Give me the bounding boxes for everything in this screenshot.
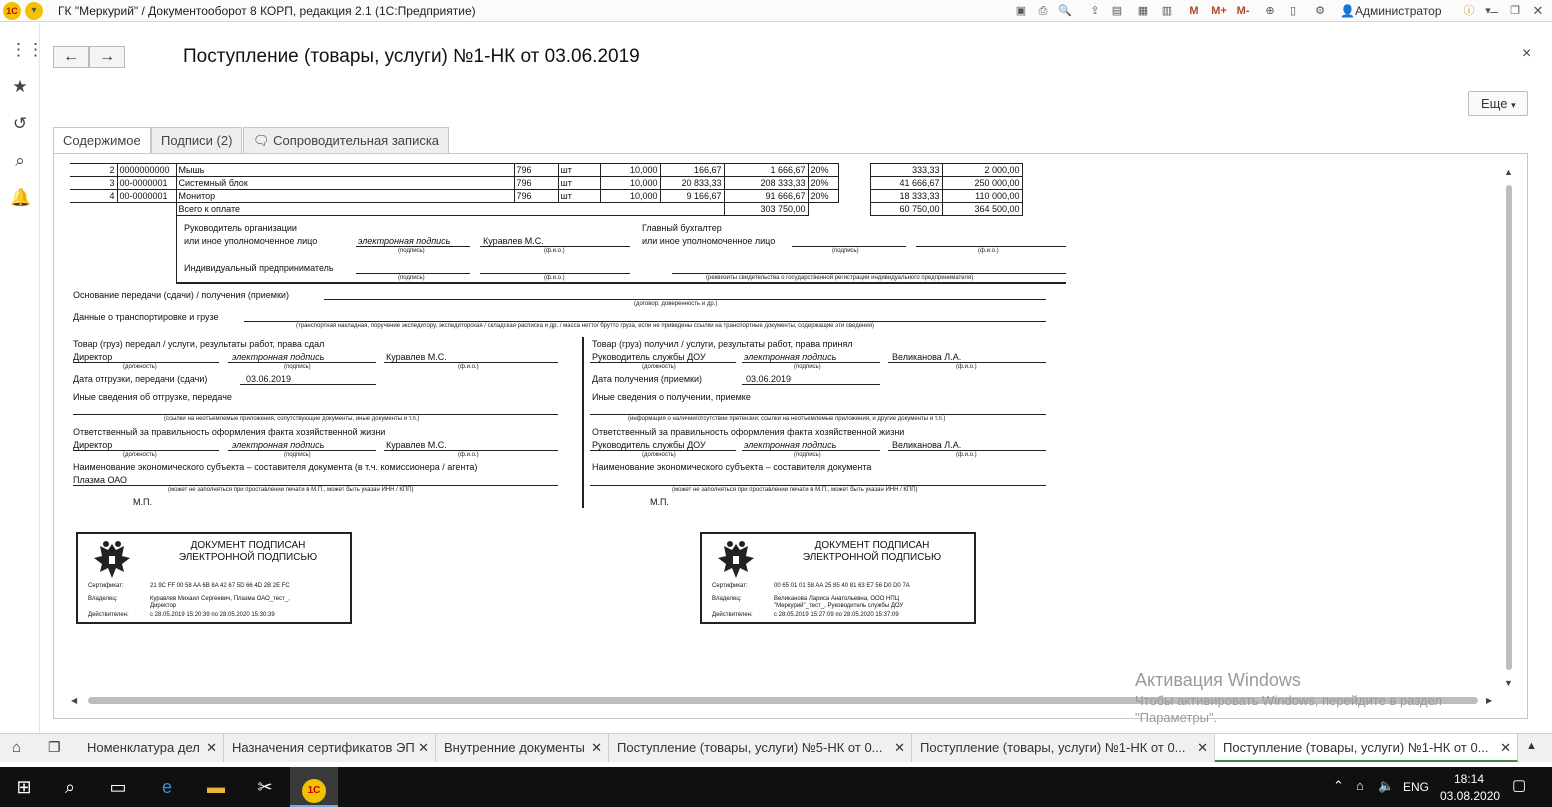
stamp-cert: 21 9C FF 00 58 AA 6B 8A 42 67 5D 66 4D 2B 2E FC (150, 583, 290, 589)
activation-text: "Параметры". (1135, 710, 1218, 725)
back-button[interactable] (53, 46, 89, 68)
scroll-up-arrow[interactable]: ▲ (1504, 167, 1513, 177)
cell: 20% (808, 177, 838, 190)
cell: 333,33 (870, 164, 942, 177)
user-name: Администратор (1354, 4, 1442, 18)
buyer-entity-label: Наименование экономического субъекта – составителя документа (592, 462, 872, 472)
open-windows-bar (0, 733, 1552, 762)
file-explorer-icon[interactable]: ▬ (207, 777, 225, 797)
cell: 2 000,00 (942, 164, 1022, 177)
column-divider (582, 337, 584, 508)
window-tab-label: Поступление (товары, услуги) №1-НК от 0... (1223, 740, 1489, 755)
divider (176, 282, 1066, 284)
cell: 10,000 (600, 164, 660, 177)
window-tab-label: Поступление (товары, услуги) №5-НК от 0... (617, 740, 883, 755)
vertical-scrollbar[interactable] (1506, 185, 1512, 670)
line (244, 321, 1046, 322)
caption: (должность) (123, 364, 157, 370)
caption: (подпись) (398, 275, 425, 281)
seal-place: М.П. (133, 497, 152, 507)
scroll-left-arrow[interactable]: ◀ (71, 696, 78, 705)
cell: 110 000,00 (942, 190, 1022, 203)
seller-resp-label: Ответственный за правильность оформления факта хозяйственной жизни (73, 427, 386, 437)
search-icon[interactable]: ⌕ (64, 777, 76, 797)
window-tab-label: Номенклатура дел (87, 740, 200, 755)
stamp-owner-label: Владелец: (88, 596, 118, 602)
line (916, 246, 1066, 247)
table-row (70, 190, 1022, 203)
seller-header: Товар (груз) передал / услуги, результаты работ, права сдал (73, 339, 325, 349)
arrow-right-icon: → (99, 48, 115, 65)
tab-content[interactable]: Содержимое (53, 127, 151, 155)
window-tab[interactable] (436, 734, 609, 762)
stamp-owner: Великанова Лариса Анатольевна, ООО НПЦ (774, 596, 900, 602)
cell: 20% (808, 190, 838, 203)
caption: (информация о наличии/отсутствии претензии; ссылки на неотъемлемые приложения, и другие документы и т.п.) (628, 416, 946, 422)
seller-signature: электронная подпись (232, 352, 325, 362)
line (480, 246, 630, 247)
1c-taskbar-icon[interactable] (290, 767, 338, 807)
line (888, 450, 1046, 451)
buyer-resp-signature: электронная подпись (744, 440, 837, 450)
cell: 20% (808, 164, 838, 177)
cell: 0000000000 (117, 164, 176, 177)
buyer-resp-label: Ответственный за правильность оформления факта хозяйственной жизни (592, 427, 905, 437)
cell: шт (558, 190, 600, 203)
cell: 796 (514, 190, 558, 203)
stamp-title (148, 540, 348, 564)
tab-cover-note[interactable] (243, 127, 449, 154)
line (73, 414, 558, 415)
seal-place: М.П. (650, 497, 669, 507)
caption: (ф.и.о.) (978, 248, 999, 254)
stamp-owner-2: "Меркурий"_тест_, Руководитель службы ДОУ (774, 603, 904, 609)
notifications-bell-icon[interactable]: 🔔 (10, 188, 32, 207)
clock-date[interactable]: 03.08.2020 (1440, 789, 1501, 803)
cell: 208 333,33 (724, 177, 808, 190)
head-name: Куравлев М.С. (483, 236, 544, 246)
windows-list-icon[interactable]: ❐ (48, 739, 61, 755)
cell (808, 203, 838, 216)
ship-date-label: Дата отгрузки, передачи (сдачи) (73, 374, 208, 384)
window-tab-active[interactable] (1215, 734, 1518, 762)
close-icon[interactable]: ✕ (1197, 740, 1208, 755)
cell (838, 164, 870, 177)
caption: (подпись) (398, 248, 425, 254)
1c-logo-icon[interactable]: 1С (3, 2, 21, 20)
caption: (должность) (642, 364, 676, 370)
cell: 10,000 (600, 177, 660, 190)
window-tab-label: Внутренние документы (444, 740, 585, 755)
user-icon: 👤 (1340, 4, 1355, 18)
cell: 4 (70, 190, 117, 203)
stamp-title-line: ЭЛЕКТРОННОЙ ПОДПИСЬЮ (178, 552, 318, 563)
task-view-icon[interactable]: ▭ (109, 777, 127, 797)
total-all: 364 500,00 (942, 203, 1022, 216)
buyer-resp-name: Великанова Л.А. (892, 440, 962, 450)
caption: (ф.и.о.) (956, 364, 977, 370)
close-icon[interactable]: ✕ (1500, 740, 1511, 755)
stamp-title (772, 540, 972, 564)
table-row (70, 177, 1022, 190)
window-tab-label: Поступление (товары, услуги) №1-НК от 0... (920, 740, 1186, 755)
line (240, 384, 376, 385)
caption: (ф.и.о.) (458, 364, 479, 370)
restore-button[interactable]: ❐ (1510, 5, 1520, 17)
caption: (ф.и.о.) (544, 275, 565, 281)
close-icon[interactable]: ✕ (894, 740, 905, 755)
seller-entity: Плазма ОАО (73, 475, 128, 485)
cell: 00-0000001 (117, 177, 176, 190)
tab-cover-note-label: Сопроводительная записка (273, 133, 440, 148)
scroll-down-arrow[interactable]: ▼ (1504, 678, 1513, 688)
network-icon[interactable]: ⌂ (1356, 778, 1364, 793)
memory-minus-button[interactable]: M- (1236, 5, 1250, 17)
line (73, 362, 219, 363)
line (590, 450, 736, 451)
home-icon[interactable]: ⌂ (12, 739, 22, 756)
caption: (должность) (642, 452, 676, 458)
signature-stamp (700, 532, 976, 624)
line (742, 384, 880, 385)
settings-icon[interactable]: ⚙ (1315, 5, 1325, 17)
app-icon[interactable]: ✂ (257, 777, 273, 797)
total-vat: 60 750,00 (870, 203, 942, 216)
stamp-owner: Куравлев Михаил Сергеевич, Плазма ОАО_тест_, (150, 596, 290, 602)
buyer-position: Руководитель службы ДОУ (592, 352, 706, 362)
stamp-valid: с 28.05.2019 15:20:39 по 28.05.2020 15:30:39 (150, 612, 275, 618)
more-button[interactable] (1468, 91, 1528, 116)
close-window-button[interactable]: ✕ (1532, 3, 1544, 18)
head-signature: электронная подпись (358, 236, 451, 246)
left-panel (0, 23, 44, 733)
basis-label: Основание передачи (сдачи) / получения (приемки) (73, 290, 289, 300)
cell: 18 333,33 (870, 190, 942, 203)
caption: (ф.и.о.) (956, 452, 977, 458)
buyer-name: Великанова Л.А. (892, 352, 962, 362)
coat-of-arms-icon (92, 538, 132, 582)
signature-stamp (76, 532, 352, 624)
panels-icon[interactable]: ▯ (1289, 5, 1297, 17)
ship-date: 03.06.2019 (246, 374, 292, 384)
line (590, 485, 1046, 486)
line (356, 246, 470, 247)
window-tab[interactable] (609, 734, 912, 762)
close-icon[interactable]: ✕ (591, 740, 602, 755)
cell: Системный блок (176, 177, 514, 190)
line (228, 450, 376, 451)
volume-icon[interactable]: 🔈 (1378, 778, 1395, 793)
receive-other-label: Иные сведения о получении, приемке (592, 392, 751, 402)
caption: (реквизиты свидетельства о государственной регистрации индивидуального предпринимателя) (706, 275, 974, 281)
clipboard-icon[interactable]: ▤ (1111, 5, 1123, 17)
cell: 9 166,67 (660, 190, 724, 203)
transport-label: Данные о транспортировке и грузе (73, 312, 219, 322)
accountant-label: Главный бухгалтер (642, 223, 722, 233)
caption: (может не заполняться при проставлении печати в М.П., может быть указан ИНН / КПП) (168, 487, 414, 493)
table-icon[interactable]: ▦ (1137, 5, 1149, 17)
close-icon[interactable]: ✕ (206, 740, 217, 755)
activation-title: Активация Windows (1135, 670, 1301, 690)
line (888, 362, 1046, 363)
line (590, 362, 736, 363)
caption: (должность) (123, 452, 157, 458)
chevron-down-icon: ▾ (1511, 100, 1516, 110)
total-label: Всего к оплате (176, 203, 724, 216)
cell: 41 666,67 (870, 177, 942, 190)
caption: (ф.и.о.) (544, 248, 565, 254)
seller-entity-label: Наименование экономического субъекта – составителя документа (в т.ч. комиссионера / агента) (73, 462, 478, 472)
table-row-total (70, 203, 1022, 216)
line (590, 414, 1046, 415)
cell: 796 (514, 164, 558, 177)
caption: (договор; доверенность и др.) (634, 301, 718, 307)
line (742, 362, 880, 363)
head-label: Руководитель организации (184, 223, 297, 233)
notifications-icon[interactable]: ▢ (1512, 777, 1527, 794)
cell: 250 000,00 (942, 177, 1022, 190)
title-bar (0, 0, 1552, 22)
seller-resp-name: Куравлев М.С. (386, 440, 447, 450)
ip-label: Индивидуальный предприниматель (184, 263, 334, 273)
caption: (подпись) (284, 452, 311, 458)
tab-signatures[interactable]: Подписи (2) (151, 127, 242, 154)
ship-other-label: Иные сведения об отгрузке, передаче (73, 392, 232, 402)
seller-name: Куравлев М.С. (386, 352, 447, 362)
line (742, 450, 880, 451)
cell: 10,000 (600, 190, 660, 203)
cell (838, 177, 870, 190)
scroll-tabs-up-icon[interactable]: ▲ (1526, 740, 1537, 752)
cell: 20 833,33 (660, 177, 724, 190)
windows-start-icon[interactable]: ⊞ (16, 777, 32, 797)
head-label-2: или иное уполномоченное лицо (184, 236, 318, 246)
info-icon[interactable]: ⓘ (1463, 5, 1475, 17)
seller-resp-signature: электронная подпись (232, 440, 325, 450)
activation-watermark (1135, 670, 1442, 725)
caption: (транспортная накладная, поручение экспедитору, экспедиторская / складская расписка и др. / масса нетто/ брутто груза, если не приведены ссылки на транспортные документы, содержащие эти сведения) (296, 323, 874, 329)
memory-plus-button[interactable]: M+ (1211, 5, 1227, 17)
window-tab[interactable] (224, 734, 436, 762)
items-table (70, 163, 1023, 216)
arrow-left-icon: ← (63, 48, 79, 65)
seller-position: Директор (73, 352, 113, 362)
receive-date: 03.06.2019 (746, 374, 792, 384)
divider (176, 216, 177, 282)
close-form-button[interactable]: × (1522, 45, 1532, 62)
stamp-title-line: ЭЛЕКТРОННОЙ ПОДПИСЬЮ (802, 552, 942, 563)
send-icon[interactable]: ⇪ (1090, 5, 1100, 17)
clock-time[interactable]: 18:14 (1454, 772, 1485, 786)
receive-date-label: Дата получения (приемки) (592, 374, 702, 384)
total-sum: 303 750,00 (724, 203, 808, 216)
minimize-button[interactable]: – (1490, 3, 1498, 19)
cell: шт (558, 164, 600, 177)
stamp-valid-label: Действителен: (712, 612, 753, 618)
cell: 3 (70, 177, 117, 190)
line (384, 362, 558, 363)
more-button-label: Еще (1481, 96, 1508, 111)
memory-button[interactable]: M (1189, 5, 1199, 17)
favorites-star-icon[interactable]: ★ (12, 77, 28, 96)
comment-icon: 🗨 (253, 133, 270, 148)
stamp-cert: 00 65 01 01 58 AA 25 85 40 81 63 E7 56 D0 D0 7A (774, 583, 910, 589)
print-icon[interactable]: ⎙ (1038, 5, 1048, 17)
line (792, 246, 906, 247)
invoice-document (60, 160, 1500, 690)
caption: (ссылки на неотъемлемые приложения, сопутствующие документы, иные документы и т.п.) (164, 416, 420, 422)
caption: (подпись) (794, 452, 821, 458)
coat-of-arms-icon (716, 538, 756, 582)
cell (838, 190, 870, 203)
stamp-owner-label: Владелец: (712, 596, 742, 602)
table-row (70, 164, 1022, 177)
buyer-signature: электронная подпись (744, 352, 837, 362)
cell: 00-0000001 (117, 190, 176, 203)
language-indicator[interactable]: ENG (1403, 780, 1430, 794)
line (480, 273, 630, 274)
cell (70, 203, 117, 216)
line (356, 273, 470, 274)
user-menu[interactable] (1340, 4, 1442, 18)
close-icon[interactable]: ✕ (418, 740, 429, 755)
cell (838, 203, 870, 216)
line (73, 485, 558, 486)
scroll-right-arrow[interactable]: ▶ (1486, 696, 1493, 705)
page-title: Поступление (товары, услуги) №1-НК от 03.06.2019 (183, 46, 640, 67)
buyer-header: Товар (груз) получил / услуги, результаты работ, права принял (592, 339, 853, 349)
stamp-title-line: ДОКУМЕНТ ПОДПИСАН (814, 540, 930, 551)
cell: Мышь (176, 164, 514, 177)
caption: (ф.и.о.) (458, 452, 479, 458)
cell: 91 666,67 (724, 190, 808, 203)
caption: (может не заполняться при проставлении печати в М.П., может быть указан ИНН / КПП) (672, 487, 918, 493)
cell (117, 203, 176, 216)
window-tab[interactable] (912, 734, 1215, 762)
internet-explorer-icon[interactable]: e (161, 777, 172, 797)
window-tab-label: Назначения сертификатов ЭП (232, 740, 415, 755)
accountant-label-2: или иное уполномоченное лицо (642, 236, 776, 246)
caption: (подпись) (794, 364, 821, 370)
main-menu-button[interactable]: ▾ (25, 2, 43, 20)
activation-text: Чтобы активировать Windows, перейдите в раздел (1135, 693, 1442, 708)
line (324, 299, 1046, 300)
line (672, 273, 1066, 274)
cell: 796 (514, 177, 558, 190)
tray-chevron-up-icon[interactable]: ⌃ (1333, 778, 1344, 793)
caption: (подпись) (284, 364, 311, 370)
chevron-down-icon[interactable]: ▾ (1485, 5, 1491, 17)
search-icon[interactable]: ⌕ (15, 151, 25, 170)
zoom-icon[interactable]: ⊕ (1265, 5, 1275, 17)
sections-icon[interactable]: ⋮⋮ (10, 40, 44, 59)
line (384, 450, 558, 451)
caption: (подпись) (832, 248, 859, 254)
preview-icon[interactable]: 🔍 (1058, 5, 1072, 17)
stamp-valid-label: Действителен: (88, 612, 129, 618)
cell: 2 (70, 164, 117, 177)
save-icon[interactable]: ▣ (1015, 5, 1027, 17)
stamp-cert-label: Сертификат: (88, 583, 124, 589)
seller-resp-position: Директор (73, 440, 113, 450)
window-tab[interactable] (79, 734, 224, 762)
buyer-resp-position: Руководитель службы ДОУ (592, 440, 706, 450)
1c-app-label: 1С (302, 779, 326, 803)
line (228, 362, 376, 363)
calendar-icon[interactable]: ▥ (1161, 5, 1173, 17)
stamp-title-line: ДОКУМЕНТ ПОДПИСАН (190, 540, 306, 551)
cell: Монитор (176, 190, 514, 203)
history-icon[interactable]: ↺ (12, 114, 28, 133)
stamp-owner-2: Директор (150, 603, 177, 609)
windows-taskbar (0, 767, 1552, 807)
stamp-valid: с 28.05.2019 15:27:09 по 28.05.2020 15:37:09 (774, 612, 899, 618)
stamp-cert-label: Сертификат: (712, 583, 748, 589)
line (73, 450, 219, 451)
window-title: ГК "Меркурий" / Документооборот 8 КОРП, редакция 2.1 (1С:Предприятие) (58, 4, 476, 18)
cell: 1 666,67 (724, 164, 808, 177)
cell: 166,67 (660, 164, 724, 177)
forward-button[interactable] (89, 46, 125, 68)
cell: шт (558, 177, 600, 190)
